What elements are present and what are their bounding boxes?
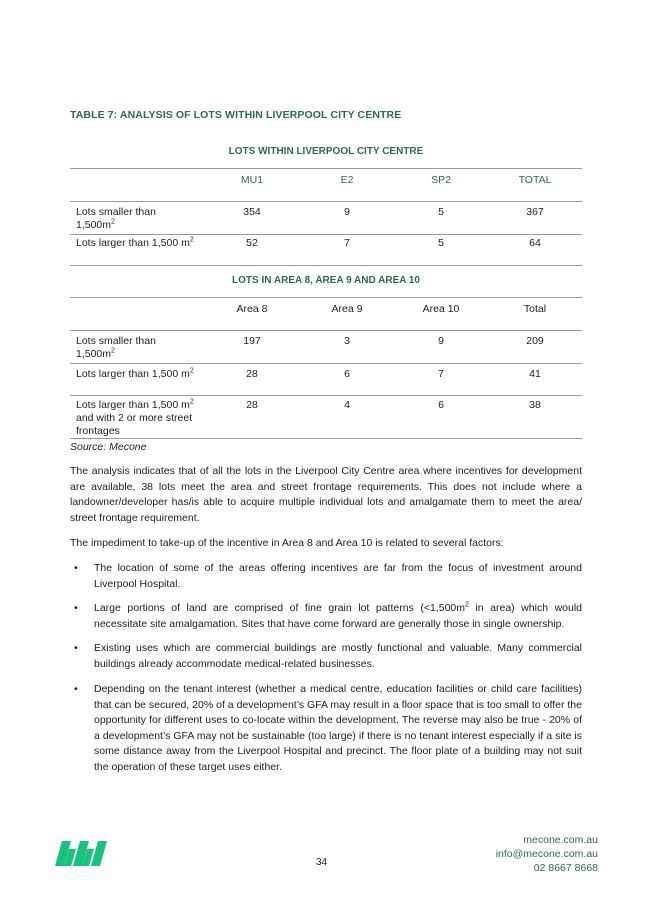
bullet-item: • Depending on the tenant interest (whether a medical centre, education facilities or child care facilities) that can be secured, 20% of a development’s GFA may result in a floor space that is too small to offer the opportunity for different uses to co-locate within the development. The reverse may also be true - 20% of a development’s GFA may not be sustainable (too large) if there is no tenant interest especially if a site is some distance away from the Liverpool Hospital and precinct. The floor plate of a building may not suit the operation of these target uses either. xyxy=(74,683,582,773)
mecone-logo-icon xyxy=(52,838,114,873)
bullet-icon: • xyxy=(74,683,78,695)
table-cell: 367 xyxy=(526,206,544,218)
table-cell: 4 xyxy=(344,399,350,411)
footer-phone: 02 8667 8668 xyxy=(533,862,598,874)
table-cell: 209 xyxy=(526,335,544,347)
bullet-item: • Large portions of land are comprised of fine grain lot patterns ($<1,500m^2$ in area) which would necessitate site amalgamation. Sites that have come forward are generally those in single ownership. xyxy=(74,601,582,630)
table-cell: 7 xyxy=(344,237,350,249)
table-rule xyxy=(70,168,582,169)
table-rule xyxy=(70,234,582,235)
table-cell: 41 xyxy=(529,368,541,380)
body-paragraph: The impediment to take-up of the incentive in Area 8 and Area 10 is related to several factors: xyxy=(70,537,504,549)
table-cell: 5 xyxy=(438,237,444,249)
table-cell: 7 xyxy=(438,368,444,380)
table-cell: 6 xyxy=(438,399,444,411)
section-heading-lots-city-centre: LOTS WITHIN LIVERPOOL CITY CENTRE xyxy=(228,146,424,157)
bullet-item: • Existing uses which are commercial buildings are mostly functional and valuable. Many commercial buildings already accommodate medical-related businesses. xyxy=(74,642,582,670)
table-rule xyxy=(70,265,582,266)
bullet-icon: • xyxy=(74,562,78,574)
column-header-area-10: Area 10 xyxy=(422,303,460,315)
table-cell: 28 xyxy=(246,399,258,411)
bullet-icon: • xyxy=(74,642,78,654)
table-rule xyxy=(70,363,582,364)
source-note: Source: Mecone xyxy=(70,441,147,453)
bullet-item: • The location of some of the areas offering incentives are far from the focus of investment around Liverpool Hospital. xyxy=(74,562,582,590)
table-cell: 6 xyxy=(344,368,350,380)
table-rule xyxy=(70,297,582,298)
table-cell: 52 xyxy=(246,237,258,249)
column-header-area-9: Area 9 xyxy=(331,303,363,315)
section-heading-lots-in-areas: LOTS IN AREA 8, AREA 9 AND AREA 10 xyxy=(232,275,420,286)
page-number: 34 xyxy=(316,857,328,868)
table-cell: 5 xyxy=(438,206,444,218)
column-header-sp2: SP2 xyxy=(431,174,451,186)
body-paragraph: The analysis indicates that of all the lots in the Liverpool City Centre area where incentives for development are available, 38 lots meet the area and street frontage requirements. This does not include where a landowner/developer has/is able to acquire multiple individual lots and amalgamate them to meet the area/ street frontage requirement. xyxy=(70,465,582,524)
row-label-lots-smaller: Lots smaller than $1,500m^2$ xyxy=(76,206,156,231)
table-rule xyxy=(70,395,582,396)
table-cell: 38 xyxy=(529,399,541,411)
table-cell: 354 xyxy=(243,206,261,218)
table-cell: 9 xyxy=(344,206,350,218)
table-cell: 9 xyxy=(438,335,444,347)
table-rule xyxy=(70,438,582,439)
column-header-e2: E2 xyxy=(340,174,354,186)
bullet-icon: • xyxy=(74,602,78,614)
table-cell: 3 xyxy=(344,335,350,347)
row-label-lots-larger: Lots larger than 1,500 $m^2$ xyxy=(76,367,194,380)
column-header-mu1: MU1 xyxy=(240,174,264,186)
column-header-total: TOTAL xyxy=(518,174,552,186)
row-label-lots-larger: Lots larger than 1,500 $m^2$ xyxy=(76,236,194,249)
table-rule xyxy=(70,201,582,202)
table-cell: 197 xyxy=(243,335,261,347)
table-cell: 28 xyxy=(246,368,258,380)
footer-contact xyxy=(496,833,598,875)
footer-website[interactable]: mecone.com.au xyxy=(523,834,598,846)
footer-email[interactable]: info@mecone.com.au xyxy=(495,848,598,860)
table-rule xyxy=(70,330,582,331)
row-label-lots-smaller: Lots smaller than $1,500m^2$ xyxy=(76,335,156,360)
table-cell: 64 xyxy=(529,237,541,249)
table-title: TABLE 7: ANALYSIS OF LOTS WITHIN LIVERPOOL CITY CENTRE xyxy=(70,109,402,121)
column-header-total: Total xyxy=(523,303,547,315)
column-header-area-8: Area 8 xyxy=(236,303,268,315)
row-label-lots-larger-frontages: Lots larger than 1,500 $m^2$ and with 2 or more street frontages xyxy=(76,398,194,437)
